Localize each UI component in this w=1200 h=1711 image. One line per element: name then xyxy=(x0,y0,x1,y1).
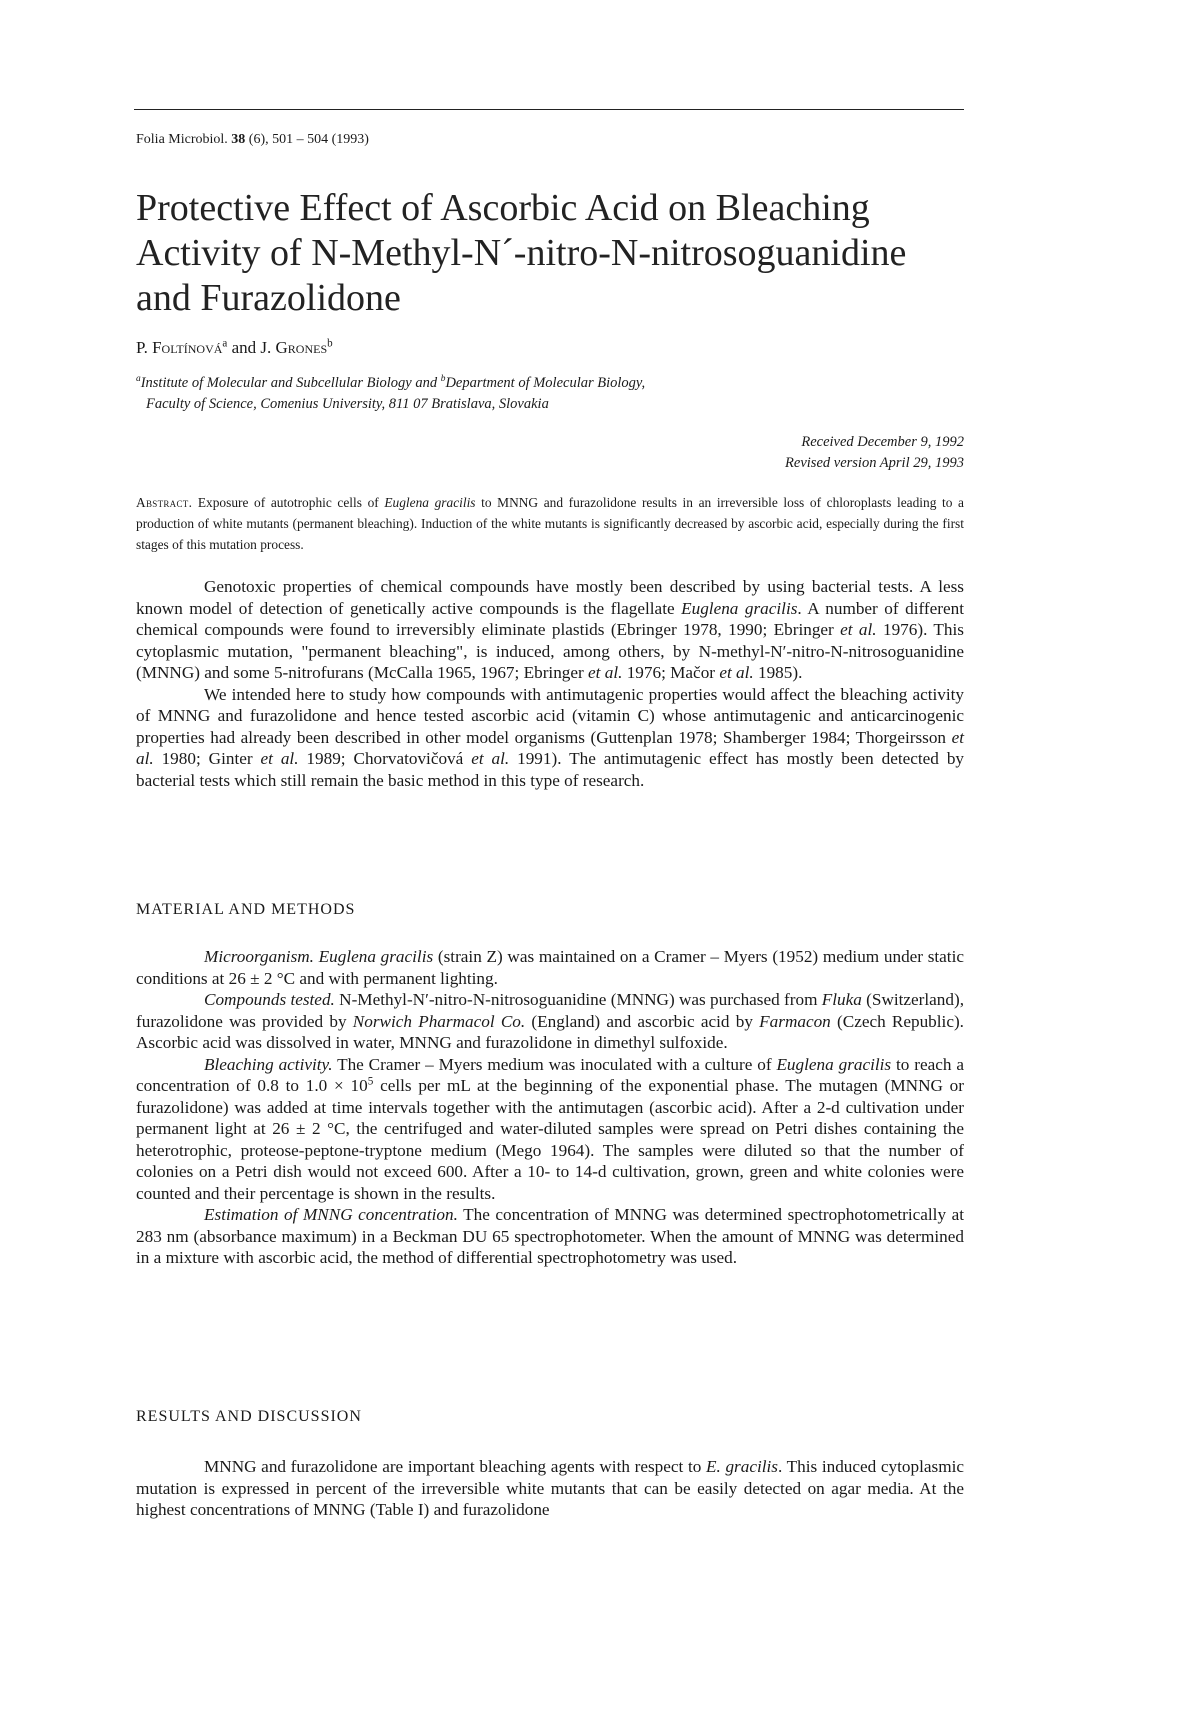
results-paragraph-1: MNNG and furazolidone are important bleaching agents with respect to E. gracilis. This induced cytoplasmic mutation is expressed in percent of the irreversible white mutants that can be easily detected on agar media. At the highest concentrations of MNNG (Table I) and furazolidone xyxy=(136,1457,964,1519)
intro-paragraph-1: Genotoxic properties of chemical compounds have mostly been described by using bacterial tests. A less known model of detection of genetically active compounds is the flagellate Euglena gracilis. A number of different chemical compounds were found to irreversibly eliminate plastids (Ebringer 1978, 1990; Ebringer et al. 1976). This cytoplasmic mutation, "permanent bleaching", is induced, among others, by N-methyl-N′-nitro-N-nitrosoguanidine (MNNG) and some 5-nitrofurans (McCalla 1965, 1967; Ebringer et al. 1976; Mačor et al. 1985). xyxy=(136,577,964,682)
methods-bleaching: Bleaching activity. The Cramer – Myers medium was inoculated with a culture of Euglena gracilis to reach a concentration of 0.8 to $1.0 \times 10^5$ cells per mL at the beginning of the exponential phase. The mutagen (MNNG or furazolidone) was added at time intervals together with the antimutagen (ascorbic acid). After a 2-d cultivation under permanent light at 26 ± 2 °C, the centrifuged and water-diluted samples were spread on Petri dishes containing the heterotrophic, proteose-peptone-tryptone medium (Mego 1964). The samples were diluted so that the number of colonies on a Petri dish would not exceed 600. After a 10- to 14-d cultivation, grown, green and white colonies were counted and their percentage is shown in the results. xyxy=(136,1054,964,1203)
section-heading-methods: MATERIAL AND METHODS xyxy=(136,901,356,918)
affiliations: $^a$Institute of Molecular and Subcellular Biology and $^b$Department of Molecular Biology, Faculty of Science, Comenius University, 811 07 Bratislava, Slovakia xyxy=(136,374,646,412)
received-dates: Received December 9, 1992 Revised version April 29, 1993 xyxy=(785,434,964,471)
author-list: P. Foltínová$^a$ and J. Grones$^b$ xyxy=(136,337,333,357)
introduction xyxy=(136,576,964,791)
methods-compounds: Compounds tested. N-Methyl-N′-nitro-N-nitrosoguanidine (MNNG) was purchased from Fluka (Switzerland), furazolidone was provided by Norwich Pharmacol Co. (England) and ascorbic acid by Farmacon (Czech Republic). Ascorbic acid was dissolved in water, MNNG and furazolidone in dimethyl sulfoxide. xyxy=(136,990,965,1052)
methods-estimation: Estimation of MNNG concentration. The concentration of MNNG was determined spectrophotometrically at 283 nm (absorbance maximum) in a Beckman DU 65 spectrophotometer. When the amount of MNNG was determined in a mixture with ascorbic acid, the method of differential spectrophotometry was used. xyxy=(136,1205,964,1267)
header-rule xyxy=(134,109,964,110)
results-section xyxy=(136,1456,964,1521)
abstract: Abstract. Exposure of autotrophic cells of Euglena gracilis to MNNG and furazolidone results in an irreversible loss of chloroplasts leading to a production of white mutants (permanent bleaching). Induction of the white mutants is significantly decreased by ascorbic acid, especially during the first stages of this mutation process. xyxy=(136,495,964,552)
methods-microorganism: Microorganism. Euglena gracilis (strain Z) was maintained on a Cramer – Myers (1952) medium under static conditions at 26 ± 2 °C and with permanent lighting. xyxy=(136,947,964,988)
methods-section xyxy=(136,946,964,1269)
journal-citation: Folia Microbiol. 38 (6), 501 – 504 (1993) xyxy=(136,132,369,147)
intro-paragraph-2: We intended here to study how compounds with antimutagenic properties would affect the bleaching activity of MNNG and furazolidone and hence tested ascorbic acid (vitamin C) whose antimutagenic and anticarcinogenic properties had already been described in other model organisms (Guttenplan 1978; Shamberger 1984; Thorgeirsson et al. 1980; Ginter et al. 1989; Chorvatovičová et al. 1991). The antimutagenic effect has mostly been detected by bacterial tests which still remain the basic method in this type of research. xyxy=(136,684,965,790)
paper-title: Protective Effect of Ascorbic Acid on Bleaching Activity of N-Methyl-N´-nitro-N-nitrosoguanidine and Furazolidone xyxy=(136,187,907,319)
section-heading-results: RESULTS AND DISCUSSION xyxy=(136,1408,362,1425)
